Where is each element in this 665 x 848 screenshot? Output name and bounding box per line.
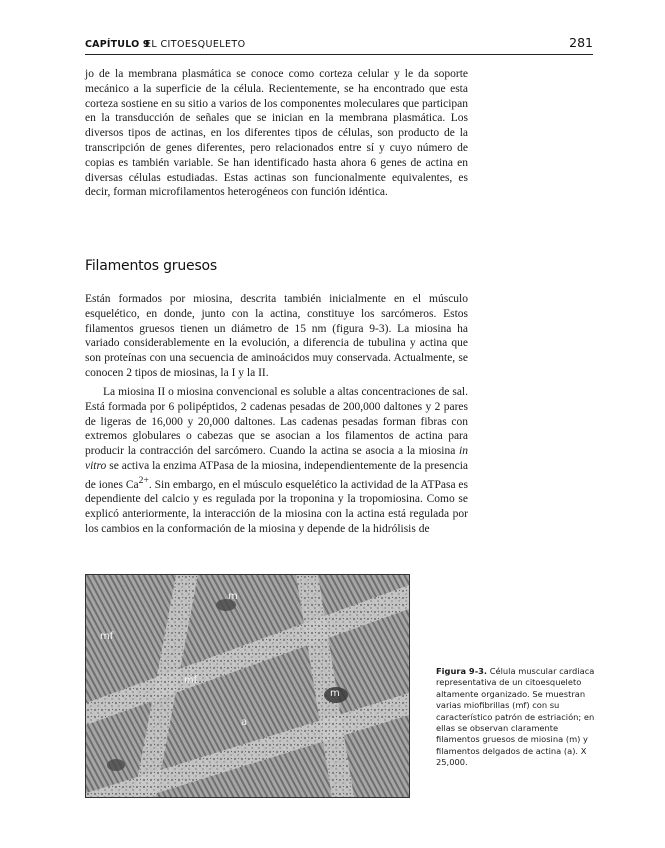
page-number: 281: [569, 35, 593, 50]
chapter-title: EL CITOESQUELETO: [145, 39, 246, 50]
figure-label: a: [241, 717, 248, 728]
intro-paragraph: jo de la membrana plasmática se conoce como corteza celular y le da soporte mecánico a la superficie de la célula. Recientemente, se ha encontrado que esta corteza sostiene en su sitio a varios de los componentes moleculares que participan en la transducción de señales que se inician en la membrana plasmática. Los diversos tipos de actinas, en los diferentes tipos de células, son producto de la transcripción de genes diferentes, pero relacionados entre sí y cuyo número de copias es también variable. Se han identificado hasta ahora 6 genes de actina en diversas células estudiadas. Estas actinas son funcionalmente equivalentes, es decir, forman microfilamentos heterogéneos con función idéntica.: [85, 68, 468, 199]
caption-text: Célula muscular cardiaca representativa de un citoesqueleto altamente organizado. Se muestran varias miofibrillas (mf) con su característico patrón de estriación; en ellas se observan claramente filamentos gruesos de miosina (m) y filamentos delgados de actina (a). X 25,000.: [436, 666, 595, 768]
running-head: [85, 35, 593, 55]
superscript: 2+: [138, 474, 149, 486]
micrograph-image: [86, 575, 409, 797]
paragraph-thick-filaments: Están formados por miosina, descrita también inicialmente en el músculo esquelético, en donde, junto con la actina, constituye los sarcómeros. Estos filamentos gruesos tienen un diámetro de 15 nm (figura 9-3). La miosina ha variado considerablemente en la evolución, a diferencia de tubulina y actina que son proteínas con una secuencia de aminoácidos muy conservada. Actualmente, se conocen 2 tipos de miosinas, la I y la II.: [85, 293, 468, 379]
figure-label: mf: [184, 675, 198, 686]
paragraph-myosin-ii: [85, 385, 468, 537]
micrograph-figure: [85, 574, 410, 798]
paragraph-text: La miosina II o miosina convencional es soluble a altas concentraciones de sal. Está formada por 6 polipéptidos, 2 cadenas pesadas de 200,000 daltones y 2 pares de ligeras de 16,000 y 20,000 daltones. Las cadenas pesadas forman fibras con extremos globulares o cabezas que se asocian a los filamentos de actina para producir la contracción del sarcómero. Cuando la actina se asocia a la miosina: [85, 386, 468, 458]
section-heading: Filamentos gruesos: [85, 258, 217, 274]
paragraph-text: se activa la enzima ATPasa de la miosina, independientemente de la presencia de iones Ca: [85, 459, 468, 491]
caption-lead: Figura 9-3.: [436, 666, 488, 676]
paragraph-text: . Sin embargo, en el músculo esquelético la actividad de la ATPasa es dependiente del calcio y es regulada por la troponina y la tropomiosina. Como se explicó anteriormente, la interacción de la miosina con la actina está regulada por los cambios en la conformación de la miosina y depende de la hidrólisis de: [85, 478, 469, 535]
figure-label: mf: [100, 631, 114, 642]
chapter-number: CAPÍTULO 9: [85, 39, 150, 50]
figure-caption: [436, 666, 596, 769]
figure-label: m: [228, 591, 238, 602]
figure-label: m: [330, 688, 340, 699]
italic-term: in vitro: [85, 445, 468, 472]
